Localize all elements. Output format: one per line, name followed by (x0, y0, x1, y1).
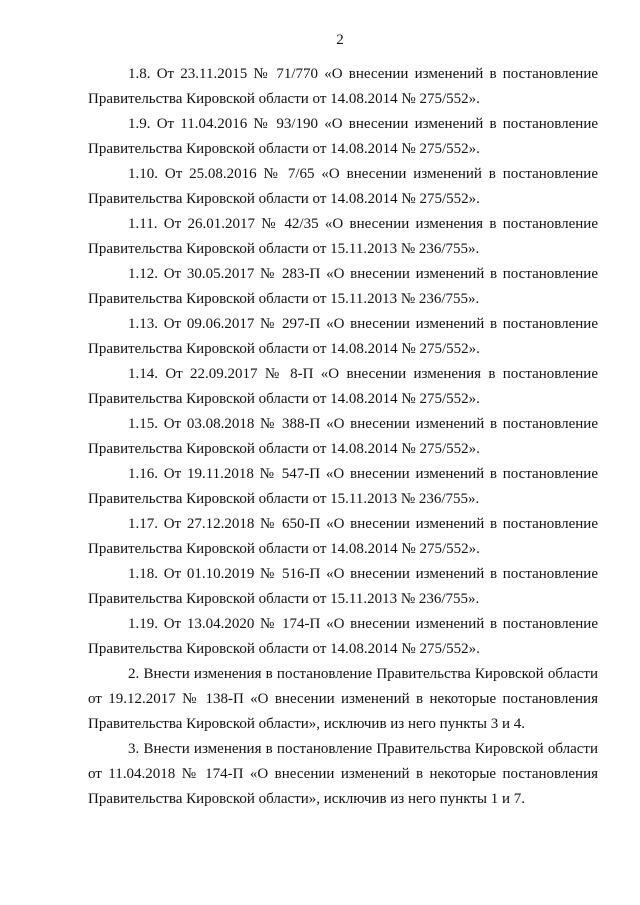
paragraph-line: Правительства Кировской области от 15.11.2013 № 236/755». (88, 241, 480, 257)
paragraph-line: 1.16. От 19.11.2018 № 547-П «О внесении изменений в постановление (128, 466, 598, 482)
paragraph (88, 112, 598, 162)
paragraph-line: 1.13. От 09.06.2017 № 297-П «О внесении изменений в постановление (128, 316, 598, 332)
page-number: 2 (336, 32, 344, 48)
paragraph-line: 1.19. От 13.04.2020 № 174-П «О внесении изменений в постановление (128, 616, 598, 632)
document-body (88, 62, 598, 812)
paragraph (88, 412, 598, 462)
paragraph-line: от 19.12.2017 № 138-П «О внесении изменений в некоторые постановления (88, 691, 598, 707)
paragraph-line: Правительства Кировской области от 14.08.2014 № 275/552». (88, 341, 480, 357)
paragraph (88, 562, 598, 612)
paragraph-line: Правительства Кировской области от 14.08.2014 № 275/552». (88, 541, 480, 557)
paragraph-line: 2. Внести изменения в постановление Правительства Кировской области (128, 666, 598, 682)
paragraph-line: 1.11. От 26.01.2017 № 42/35 «О внесении изменения в постановление (128, 216, 598, 232)
paragraph-line: 1.9. От 11.04.2016 № 93/190 «О внесении изменений в постановление (128, 116, 598, 132)
paragraph-line: Правительства Кировской области от 15.11.2013 № 236/755». (88, 491, 480, 507)
paragraph-line: 1.14. От 22.09.2017 № 8-П «О внесении изменения в постановление (128, 366, 598, 382)
paragraph (88, 512, 598, 562)
paragraph-line: 1.15. От 03.08.2018 № 388-П «О внесении изменений в постановление (128, 416, 598, 432)
paragraph-line: Правительства Кировской области от 15.11.2013 № 236/755». (88, 591, 480, 607)
paragraph-line: Правительства Кировской области», исключив из него пункты 3 и 4. (88, 716, 525, 732)
paragraph (88, 262, 598, 312)
paragraph (88, 462, 598, 512)
paragraph-line: 1.17. От 27.12.2018 № 650-П «О внесении изменений в постановление (128, 516, 598, 532)
paragraph-line: 1.10. От 25.08.2016 № 7/65 «О внесении изменений в постановление (128, 166, 598, 182)
paragraph-line: Правительства Кировской области от 15.11.2013 № 236/755». (88, 291, 480, 307)
paragraph (88, 362, 598, 412)
paragraph-line: от 11.04.2018 № 174-П «О внесении изменений в некоторые постановления (88, 766, 598, 782)
paragraph (88, 662, 598, 737)
paragraph (88, 62, 598, 112)
paragraph-line: Правительства Кировской области», исключив из него пункты 1 и 7. (88, 791, 525, 807)
paragraph-line: Правительства Кировской области от 14.08.2014 № 275/552». (88, 391, 480, 407)
paragraph-line: 1.8. От 23.11.2015 № 71/770 «О внесении изменений в постановление (128, 66, 598, 82)
paragraph-line: Правительства Кировской области от 14.08.2014 № 275/552». (88, 91, 480, 107)
paragraph-line: Правительства Кировской области от 14.08.2014 № 275/552». (88, 141, 480, 157)
paragraph (88, 312, 598, 362)
paragraph-line: Правительства Кировской области от 14.08.2014 № 275/552». (88, 441, 480, 457)
paragraph (88, 162, 598, 212)
paragraph-line: Правительства Кировской области от 14.08.2014 № 275/552». (88, 641, 480, 657)
paragraph-line: 1.12. От 30.05.2017 № 283-П «О внесении изменений в постановление (128, 266, 598, 282)
paragraph-line: Правительства Кировской области от 14.08.2014 № 275/552». (88, 191, 480, 207)
paragraph (88, 737, 598, 812)
paragraph (88, 212, 598, 262)
paragraph-line: 1.18. От 01.10.2019 № 516-П «О внесении изменений в постановление (128, 566, 598, 582)
paragraph-line: 3. Внести изменения в постановление Правительства Кировской области (128, 741, 598, 757)
paragraph (88, 612, 598, 662)
